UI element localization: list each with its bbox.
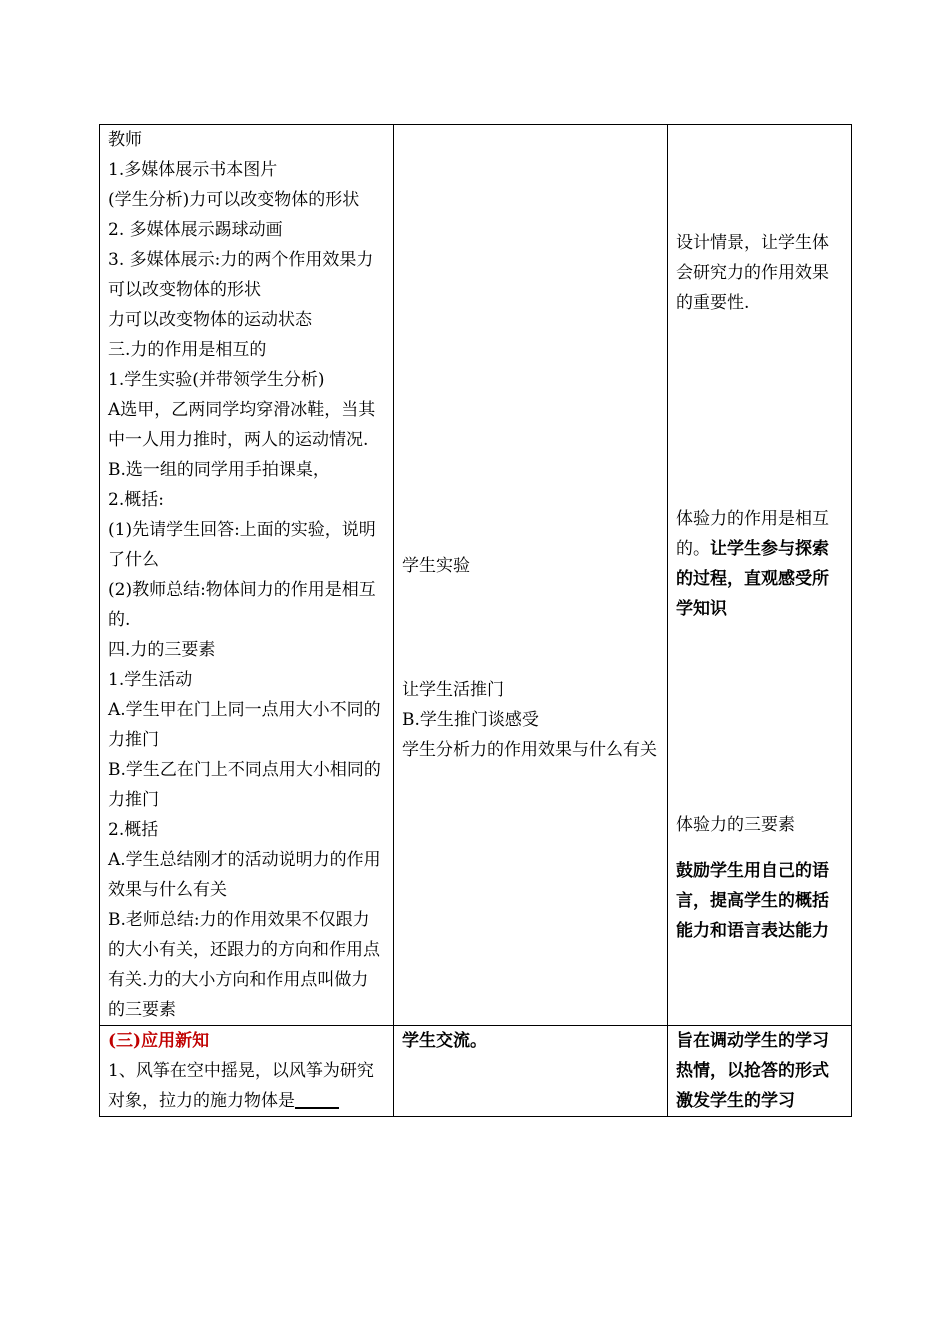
encourage-text: 鼓励学生用自己的语言，提高学生的概括能力和语言表达能力 bbox=[676, 861, 829, 941]
text-line: 2.概括: bbox=[108, 490, 164, 510]
text-line: (2)教师总结:物体间力的作用是相互的. bbox=[108, 580, 376, 630]
lesson-plan-table bbox=[99, 124, 852, 1117]
table-row bbox=[100, 125, 852, 1026]
text-line: A.学生总结刚才的活动说明力的作用效果与什么有关 bbox=[108, 850, 381, 900]
question-text bbox=[108, 1056, 385, 1116]
text-line: A选甲，乙两同学均穿滑冰鞋，当其中一人用力推时，两人的运动情况. bbox=[108, 400, 376, 450]
text-line: 3. 多媒体展示:力的两个作用效果力可以改变物体的形状 bbox=[108, 250, 374, 300]
three-elements-text: 体验力的三要素 bbox=[676, 815, 795, 835]
text-line: B.老师总结:力的作用效果不仅跟力的大小有关，还跟力的方向和作用点有关.力的大小方向和作用点叫做力的三要素 bbox=[108, 910, 380, 1020]
text-line: B.学生乙在门上不同点用大小相同的力推门 bbox=[108, 760, 381, 810]
section-heading: 三.力的作用是相互的 bbox=[108, 340, 267, 360]
section-heading: 四.力的三要素 bbox=[108, 640, 216, 660]
aim-text: 旨在调动学生的学习热情，以抢答的形式激发学生的学习 bbox=[676, 1031, 829, 1111]
text-line: 教师 bbox=[108, 130, 142, 150]
student-activity-cell bbox=[394, 125, 668, 1026]
design-text: 设计情景，让学生体会研究力的作用效果的重要性. bbox=[676, 233, 829, 313]
text-line: 力可以改变物体的运动状态 bbox=[108, 310, 312, 330]
text-line: 2.概括 bbox=[108, 820, 159, 840]
aim-cell bbox=[668, 1026, 852, 1117]
teacher-activity-cell bbox=[100, 125, 394, 1026]
design-intent-cell bbox=[668, 125, 852, 1026]
spacer bbox=[402, 125, 659, 551]
mutual-plain: 体验力的作用是相互的。 bbox=[676, 509, 829, 559]
text-line: 1.多媒体展示书本图片 bbox=[108, 160, 278, 180]
text-line: A.学生甲在门上同一点用大小不同的力推门 bbox=[108, 700, 381, 750]
spacer bbox=[676, 318, 843, 504]
analysis-text: 学生分析力的作用效果与什么有关 bbox=[402, 740, 657, 760]
mutual-force-text bbox=[676, 504, 843, 624]
text-line: 1.学生活动 bbox=[108, 670, 193, 690]
text-line: 1.学生实验(并带领学生分析) bbox=[108, 370, 325, 390]
push-feel-text: B.学生推门谈感受 bbox=[402, 710, 539, 730]
mutual-bold: 让学生参与探索的过程，直观感受所学知识 bbox=[676, 539, 829, 619]
table-row bbox=[100, 1026, 852, 1117]
text-line: (1)先请学生回答:上面的实验，说明了什么 bbox=[108, 520, 376, 570]
student-exchange-cell bbox=[394, 1026, 668, 1117]
spacer bbox=[676, 125, 843, 228]
spacer bbox=[676, 840, 843, 856]
push-door-text: 让学生活推门 bbox=[402, 680, 504, 700]
student-experiment-text: 学生实验 bbox=[402, 556, 470, 576]
student-exchange-text: 学生交流。 bbox=[402, 1031, 487, 1051]
text-line: (学生分析)力可以改变物体的形状 bbox=[108, 190, 360, 210]
apply-knowledge-cell bbox=[100, 1026, 394, 1117]
spacer bbox=[676, 624, 843, 810]
answer-blank bbox=[295, 1087, 339, 1109]
section-heading-apply: (三)应用新知 bbox=[108, 1031, 210, 1051]
spacer bbox=[402, 581, 659, 675]
question-body: 1、风筝在空中摇晃，以风筝为研究对象，拉力的施力物体是 bbox=[108, 1061, 374, 1111]
text-line: B.选一组的同学用手拍课桌， bbox=[108, 460, 330, 480]
text-line: 2. 多媒体展示踢球动画 bbox=[108, 220, 283, 240]
